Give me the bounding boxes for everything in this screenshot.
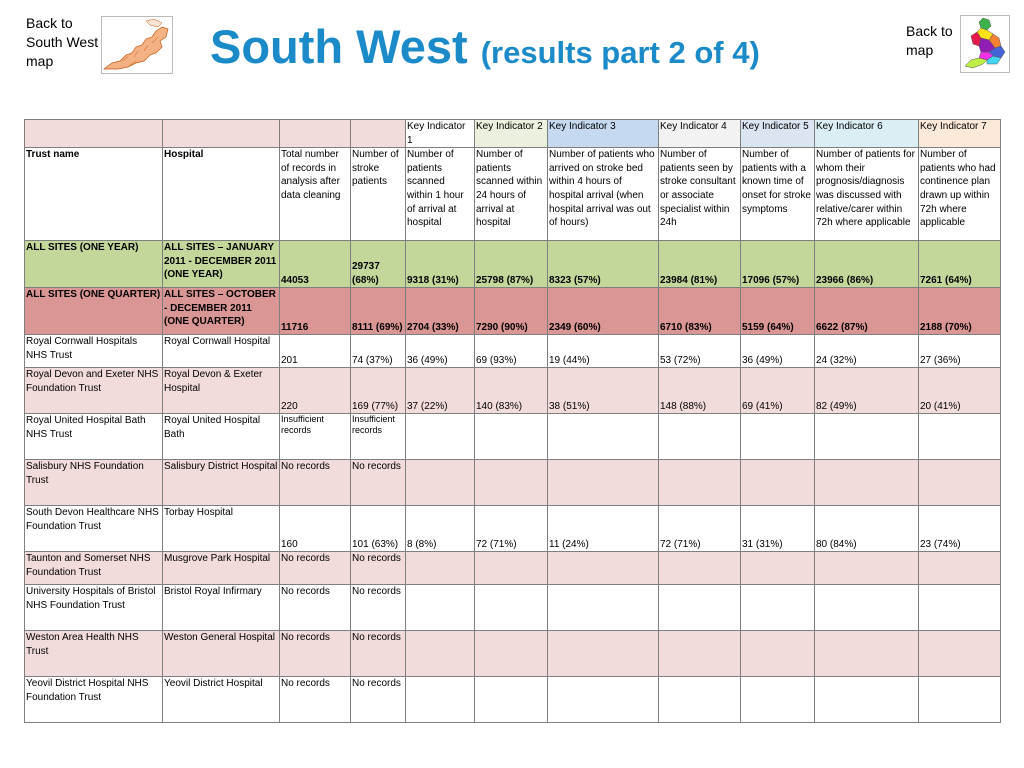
- table-cell: [548, 552, 659, 585]
- table-row: [25, 368, 1001, 414]
- table-cell: 8323 (57%): [548, 241, 659, 288]
- table-cell: [475, 585, 548, 631]
- header-ki3: Number of patients who arrived on stroke bed within 4 hours of hospital arrival (when hospital arrival was out of hours): [548, 148, 659, 241]
- table-cell: [741, 414, 815, 460]
- key-indicator-2: Key Indicator 2: [475, 120, 548, 148]
- table-cell: ALL SITES – JANUARY 2011 - DECEMBER 2011 (ONE YEAR): [163, 241, 280, 288]
- table-row: [25, 460, 1001, 506]
- key-indicator-blank: [163, 120, 280, 148]
- table-cell: No records: [351, 552, 406, 585]
- table-cell: [741, 585, 815, 631]
- table-cell: [659, 460, 741, 506]
- table-cell: [919, 552, 1001, 585]
- key-indicator-blank: [351, 120, 406, 148]
- table-cell: 9318 (31%): [406, 241, 475, 288]
- table-cell: 7261 (64%): [919, 241, 1001, 288]
- table-cell: 37 (22%): [406, 368, 475, 414]
- header-ki6: Number of patients for whom their prognosis/diagnosis was discussed with relative/carer within 72h where applicable: [815, 148, 919, 241]
- key-indicator-blank: [280, 120, 351, 148]
- table-cell: [919, 414, 1001, 460]
- table-cell: 6622 (87%): [815, 288, 919, 335]
- table-cell: 5159 (64%): [741, 288, 815, 335]
- back-to-map-link[interactable]: Back to map: [906, 23, 953, 58]
- table-cell: No records: [280, 552, 351, 585]
- table-row: [25, 414, 1001, 460]
- england-map-thumbnail[interactable]: [960, 15, 1010, 73]
- table-cell: No records: [280, 631, 351, 677]
- trust-name-cell: Weston Area Health NHS Trust: [25, 631, 163, 677]
- trust-name-cell: Royal United Hospital Bath NHS Trust: [25, 414, 163, 460]
- hospital-cell: Bristol Royal Infirmary: [163, 585, 280, 631]
- table-cell: Insufficient records: [351, 414, 406, 460]
- table-cell: [815, 460, 919, 506]
- hospital-cell: Royal Devon & Exeter Hospital: [163, 368, 280, 414]
- table-cell: [919, 460, 1001, 506]
- table-cell: 36 (49%): [406, 335, 475, 368]
- trust-name-cell: South Devon Healthcare NHS Foundation Trust: [25, 506, 163, 552]
- table-cell: ALL SITES (ONE QUARTER): [25, 288, 163, 335]
- table-row: [25, 552, 1001, 585]
- table-cell: 27 (36%): [919, 335, 1001, 368]
- key-indicator-1: Key Indicator 1: [406, 120, 475, 148]
- table-cell: [406, 677, 475, 723]
- table-cell: No records: [280, 460, 351, 506]
- table-cell: [919, 585, 1001, 631]
- header-ki2: Number of patients scanned within 24 hours of arrival at hospital: [475, 148, 548, 241]
- hospital-cell: Torbay Hospital: [163, 506, 280, 552]
- page-title-main: South West: [210, 20, 468, 73]
- page-title-sub: (results part 2 of 4): [480, 35, 760, 70]
- table-cell: 31 (31%): [741, 506, 815, 552]
- key-indicator-7: Key Indicator 7: [919, 120, 1001, 148]
- table-cell: 220: [280, 368, 351, 414]
- table-cell: 11716: [280, 288, 351, 335]
- header-ki7: Number of patients who had continence plan drawn up within 72h where applicable: [919, 148, 1001, 241]
- table-cell: 2704 (33%): [406, 288, 475, 335]
- all-sites-quarter-row: [25, 288, 1001, 335]
- table-cell: Insufficient records: [280, 414, 351, 460]
- table-cell: [659, 677, 741, 723]
- table-cell: [406, 460, 475, 506]
- header-ki5: Number of patients with a known time of onset for stroke symptoms: [741, 148, 815, 241]
- table-cell: 201: [280, 335, 351, 368]
- key-indicator-row: [25, 120, 1001, 148]
- table-cell: 8 (8%): [406, 506, 475, 552]
- header-row: [25, 148, 1001, 241]
- table-cell: [815, 585, 919, 631]
- trust-name-cell: Yeovil District Hospital NHS Foundation Trust: [25, 677, 163, 723]
- table-row: [25, 335, 1001, 368]
- header-hospital: Hospital: [163, 148, 280, 241]
- table-cell: 140 (83%): [475, 368, 548, 414]
- key-indicator-5: Key Indicator 5: [741, 120, 815, 148]
- page-title: [210, 18, 850, 82]
- table-cell: [659, 631, 741, 677]
- header-ki4: Number of patients seen by stroke consultant or associate specialist within 24h: [659, 148, 741, 241]
- hospital-cell: Royal United Hospital Bath: [163, 414, 280, 460]
- table-cell: [741, 677, 815, 723]
- results-table: [24, 119, 1001, 723]
- table-cell: [406, 631, 475, 677]
- table-cell: No records: [351, 677, 406, 723]
- table-cell: [475, 460, 548, 506]
- table-cell: 2188 (70%): [919, 288, 1001, 335]
- hospital-cell: Yeovil District Hospital: [163, 677, 280, 723]
- table-cell: [406, 552, 475, 585]
- table-cell: 72 (71%): [475, 506, 548, 552]
- key-indicator-3: Key Indicator 3: [548, 120, 659, 148]
- table-cell: 38 (51%): [548, 368, 659, 414]
- table-cell: [815, 414, 919, 460]
- hospital-cell: Musgrove Park Hospital: [163, 552, 280, 585]
- table-cell: 19 (44%): [548, 335, 659, 368]
- table-cell: 82 (49%): [815, 368, 919, 414]
- table-cell: No records: [351, 585, 406, 631]
- back-to-south-west-map-link[interactable]: Back to South West map: [26, 15, 99, 69]
- key-indicator-4: Key Indicator 4: [659, 120, 741, 148]
- table-cell: 74 (37%): [351, 335, 406, 368]
- table-cell: [919, 631, 1001, 677]
- trust-name-cell: Royal Devon and Exeter NHS Foundation Trust: [25, 368, 163, 414]
- table-cell: 29737 (68%): [351, 241, 406, 288]
- table-cell: [741, 460, 815, 506]
- table-cell: [741, 631, 815, 677]
- table-cell: No records: [280, 585, 351, 631]
- table-cell: 20 (41%): [919, 368, 1001, 414]
- table-cell: [919, 677, 1001, 723]
- table-row: [25, 677, 1001, 723]
- table-cell: 6710 (83%): [659, 288, 741, 335]
- table-cell: 69 (41%): [741, 368, 815, 414]
- south-west-map-icon: [102, 17, 172, 73]
- table-cell: [815, 552, 919, 585]
- table-cell: No records: [280, 677, 351, 723]
- table-cell: 36 (49%): [741, 335, 815, 368]
- table-cell: 53 (72%): [659, 335, 741, 368]
- table-cell: 17096 (57%): [741, 241, 815, 288]
- table-cell: 2349 (60%): [548, 288, 659, 335]
- trust-name-cell: Taunton and Somerset NHS Foundation Trust: [25, 552, 163, 585]
- table-cell: 169 (77%): [351, 368, 406, 414]
- trust-name-cell: Salisbury NHS Foundation Trust: [25, 460, 163, 506]
- table-cell: [548, 677, 659, 723]
- table-cell: [548, 414, 659, 460]
- table-cell: [406, 585, 475, 631]
- table-cell: 23984 (81%): [659, 241, 741, 288]
- table-cell: 23966 (86%): [815, 241, 919, 288]
- table-cell: [741, 552, 815, 585]
- table-cell: 101 (63%): [351, 506, 406, 552]
- table-cell: No records: [351, 460, 406, 506]
- table-cell: [659, 414, 741, 460]
- table-cell: [548, 631, 659, 677]
- table-cell: 160: [280, 506, 351, 552]
- table-row: [25, 585, 1001, 631]
- header-total-records: Total number of records in analysis after data cleaning: [280, 148, 351, 241]
- key-indicator-blank: [25, 120, 163, 148]
- table-cell: 72 (71%): [659, 506, 741, 552]
- table-cell: 8111 (69%): [351, 288, 406, 335]
- table-cell: [815, 631, 919, 677]
- header-stroke-patients: Number of stroke patients: [351, 148, 406, 241]
- table-cell: [815, 677, 919, 723]
- table-cell: [475, 552, 548, 585]
- table-cell: [659, 585, 741, 631]
- england-map-icon: [961, 16, 1009, 72]
- table-cell: [548, 585, 659, 631]
- table-cell: [475, 631, 548, 677]
- table-cell: 11 (24%): [548, 506, 659, 552]
- table-cell: [475, 677, 548, 723]
- table-cell: [659, 552, 741, 585]
- trust-name-cell: University Hospitals of Bristol NHS Foundation Trust: [25, 585, 163, 631]
- table-cell: 80 (84%): [815, 506, 919, 552]
- table-cell: 69 (93%): [475, 335, 548, 368]
- table-cell: ALL SITES – OCTOBER - DECEMBER 2011 (ONE QUARTER): [163, 288, 280, 335]
- table-cell: No records: [351, 631, 406, 677]
- key-indicator-6: Key Indicator 6: [815, 120, 919, 148]
- hospital-cell: Weston General Hospital: [163, 631, 280, 677]
- table-row: [25, 631, 1001, 677]
- table-cell: [548, 460, 659, 506]
- table-cell: [475, 414, 548, 460]
- south-west-map-thumbnail[interactable]: [101, 16, 173, 74]
- all-sites-year-row: [25, 241, 1001, 288]
- hospital-cell: Salisbury District Hospital: [163, 460, 280, 506]
- table-cell: 25798 (87%): [475, 241, 548, 288]
- table-cell: [406, 414, 475, 460]
- table-cell: 7290 (90%): [475, 288, 548, 335]
- table-cell: 44053: [280, 241, 351, 288]
- header-trust-name: Trust name: [25, 148, 163, 241]
- trust-name-cell: Royal Cornwall Hospitals NHS Trust: [25, 335, 163, 368]
- header-ki1: Number of patients scanned within 1 hour of arrival at hospital: [406, 148, 475, 241]
- table-row: [25, 506, 1001, 552]
- table-cell: 23 (74%): [919, 506, 1001, 552]
- table-cell: 148 (88%): [659, 368, 741, 414]
- table-cell: 24 (32%): [815, 335, 919, 368]
- table-cell: ALL SITES (ONE YEAR): [25, 241, 163, 288]
- hospital-cell: Royal Cornwall Hospital: [163, 335, 280, 368]
